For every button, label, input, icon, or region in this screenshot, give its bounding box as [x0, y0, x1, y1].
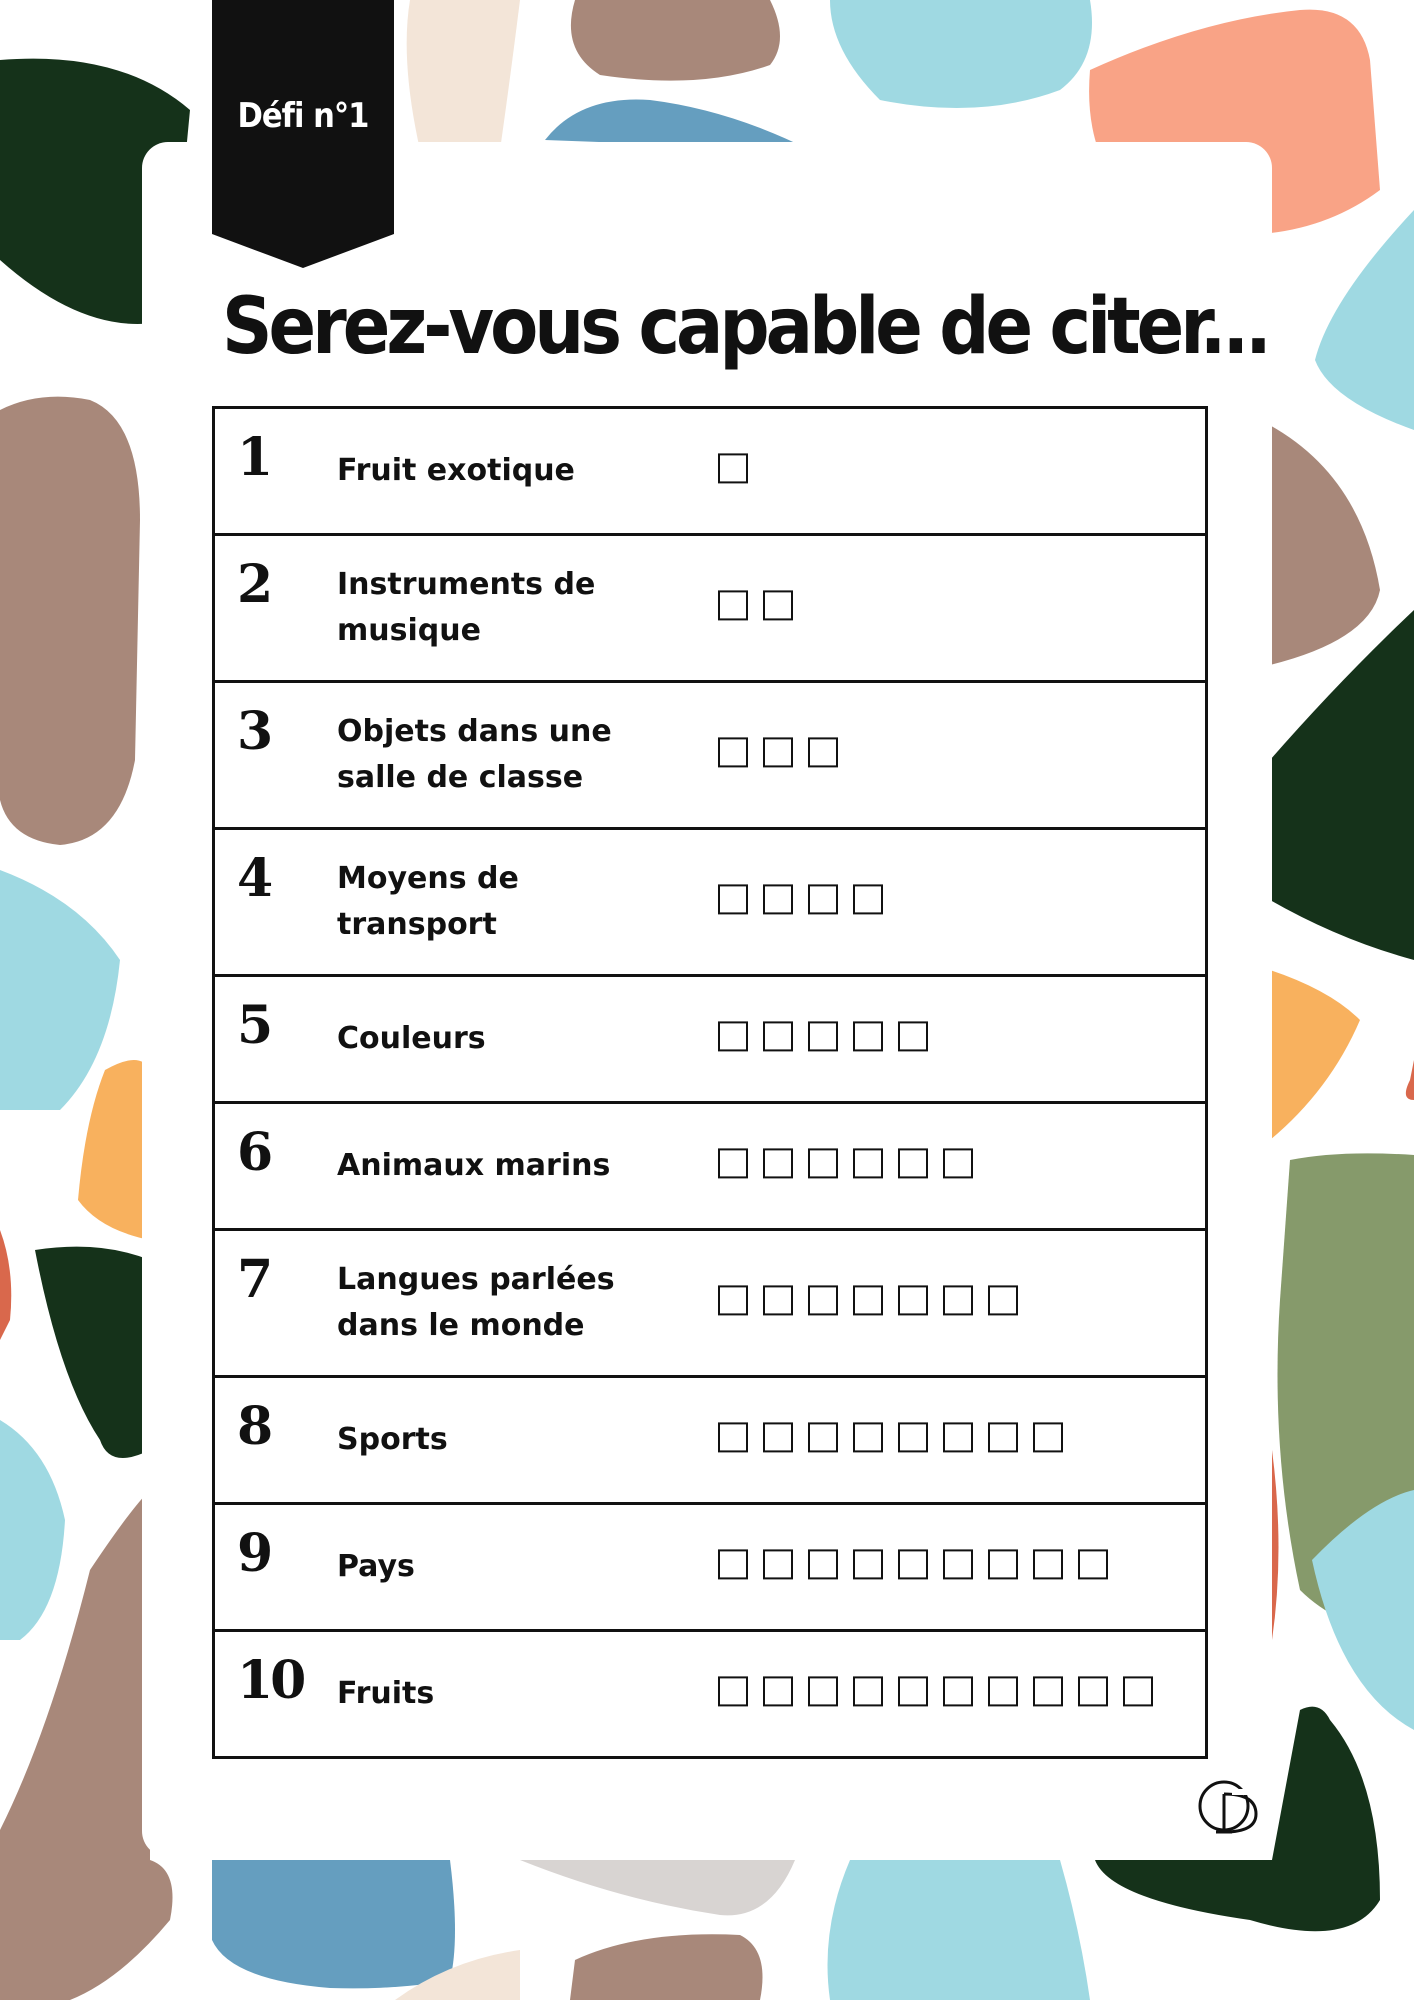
row-number: 4 — [237, 848, 271, 909]
badge-label: Défi n°1 — [237, 96, 369, 136]
row-label: Couleurs — [337, 1021, 486, 1056]
row-number: 7 — [237, 1249, 271, 1310]
table-row — [215, 683, 1205, 830]
table-row — [215, 830, 1205, 977]
answer-checkbox[interactable] — [943, 1422, 973, 1452]
answer-checkbox[interactable] — [763, 1422, 793, 1452]
checkbox-group — [718, 590, 808, 622]
answer-checkbox[interactable] — [898, 1148, 928, 1178]
answer-checkbox[interactable] — [988, 1549, 1018, 1579]
table-row — [215, 1104, 1205, 1231]
answer-checkbox[interactable] — [808, 1676, 838, 1706]
row-number: 3 — [237, 701, 271, 762]
row-label: Fruits — [337, 1676, 435, 1711]
row-label: Sports — [337, 1422, 448, 1457]
answer-checkbox[interactable] — [763, 590, 793, 620]
answer-checkbox[interactable] — [808, 1549, 838, 1579]
answer-checkbox[interactable] — [718, 1285, 748, 1315]
answer-checkbox[interactable] — [718, 737, 748, 767]
checkbox-group — [718, 737, 853, 769]
answer-checkbox[interactable] — [898, 1021, 928, 1051]
answer-checkbox[interactable] — [808, 737, 838, 767]
table-row — [215, 1632, 1205, 1759]
answer-checkbox[interactable] — [808, 884, 838, 914]
challenge-table — [212, 406, 1208, 1759]
answer-checkbox[interactable] — [1033, 1676, 1063, 1706]
answer-checkbox[interactable] — [853, 1285, 883, 1315]
table-row — [215, 1231, 1205, 1378]
checkbox-group — [718, 1148, 988, 1180]
answer-checkbox[interactable] — [898, 1285, 928, 1315]
answer-checkbox[interactable] — [763, 1549, 793, 1579]
row-number: 1 — [237, 427, 271, 488]
checkbox-group — [718, 1422, 1078, 1454]
answer-checkbox[interactable] — [808, 1148, 838, 1178]
answer-checkbox[interactable] — [808, 1285, 838, 1315]
answer-checkbox[interactable] — [943, 1549, 973, 1579]
answer-checkbox[interactable] — [943, 1676, 973, 1706]
row-number: 6 — [237, 1122, 271, 1183]
answer-checkbox[interactable] — [1078, 1676, 1108, 1706]
answer-checkbox[interactable] — [718, 1422, 748, 1452]
table-row — [215, 409, 1205, 536]
answer-checkbox[interactable] — [763, 1285, 793, 1315]
answer-checkbox[interactable] — [718, 453, 748, 483]
table-row — [215, 1378, 1205, 1505]
answer-checkbox[interactable] — [898, 1676, 928, 1706]
answer-checkbox[interactable] — [1123, 1676, 1153, 1706]
checkbox-group — [718, 1021, 943, 1053]
answer-checkbox[interactable] — [853, 1549, 883, 1579]
answer-checkbox[interactable] — [808, 1021, 838, 1051]
answer-checkbox[interactable] — [853, 1422, 883, 1452]
row-label: Animaux marins — [337, 1148, 611, 1183]
row-number: 5 — [237, 995, 271, 1056]
answer-checkbox[interactable] — [988, 1676, 1018, 1706]
answer-checkbox[interactable] — [763, 1148, 793, 1178]
row-number: 9 — [237, 1523, 271, 1584]
answer-checkbox[interactable] — [718, 1148, 748, 1178]
answer-checkbox[interactable] — [718, 1549, 748, 1579]
row-label: Fruit exotique — [337, 453, 575, 488]
checkbox-group — [718, 1676, 1168, 1708]
row-label: Instruments de musique — [337, 567, 596, 648]
row-number: 8 — [237, 1396, 271, 1457]
row-number: 2 — [237, 554, 271, 615]
answer-checkbox[interactable] — [853, 1021, 883, 1051]
answer-checkbox[interactable] — [763, 1676, 793, 1706]
answer-checkbox[interactable] — [1078, 1549, 1108, 1579]
answer-checkbox[interactable] — [988, 1422, 1018, 1452]
checkbox-group — [718, 1285, 1033, 1317]
row-number: 10 — [237, 1650, 304, 1711]
row-label: Pays — [337, 1549, 415, 1584]
challenge-badge — [212, 0, 394, 268]
row-label: Moyens de transport — [337, 861, 519, 942]
row-label: Objets dans une salle de classe — [337, 714, 612, 795]
checkbox-group — [718, 453, 763, 485]
answer-checkbox[interactable] — [718, 1676, 748, 1706]
table-row — [215, 1505, 1205, 1632]
answer-checkbox[interactable] — [853, 884, 883, 914]
answer-checkbox[interactable] — [808, 1422, 838, 1452]
answer-checkbox[interactable] — [898, 1549, 928, 1579]
answer-checkbox[interactable] — [763, 1021, 793, 1051]
answer-checkbox[interactable] — [853, 1148, 883, 1178]
answer-checkbox[interactable] — [943, 1148, 973, 1178]
answer-checkbox[interactable] — [1033, 1549, 1063, 1579]
answer-checkbox[interactable] — [718, 1021, 748, 1051]
answer-checkbox[interactable] — [1033, 1422, 1063, 1452]
checkbox-group — [718, 884, 898, 916]
answer-checkbox[interactable] — [718, 884, 748, 914]
answer-checkbox[interactable] — [988, 1285, 1018, 1315]
table-row — [215, 536, 1205, 683]
answer-checkbox[interactable] — [763, 737, 793, 767]
row-label: Langues parlées dans le monde — [337, 1262, 615, 1343]
answer-checkbox[interactable] — [763, 884, 793, 914]
table-row — [215, 977, 1205, 1104]
answer-checkbox[interactable] — [718, 590, 748, 620]
answer-checkbox[interactable] — [943, 1285, 973, 1315]
answer-checkbox[interactable] — [853, 1676, 883, 1706]
answer-checkbox[interactable] — [898, 1422, 928, 1452]
checkbox-group — [718, 1549, 1123, 1581]
gd-monogram-icon — [1196, 1774, 1262, 1840]
page-title: Serez-vous capable de citer... — [222, 282, 1268, 372]
